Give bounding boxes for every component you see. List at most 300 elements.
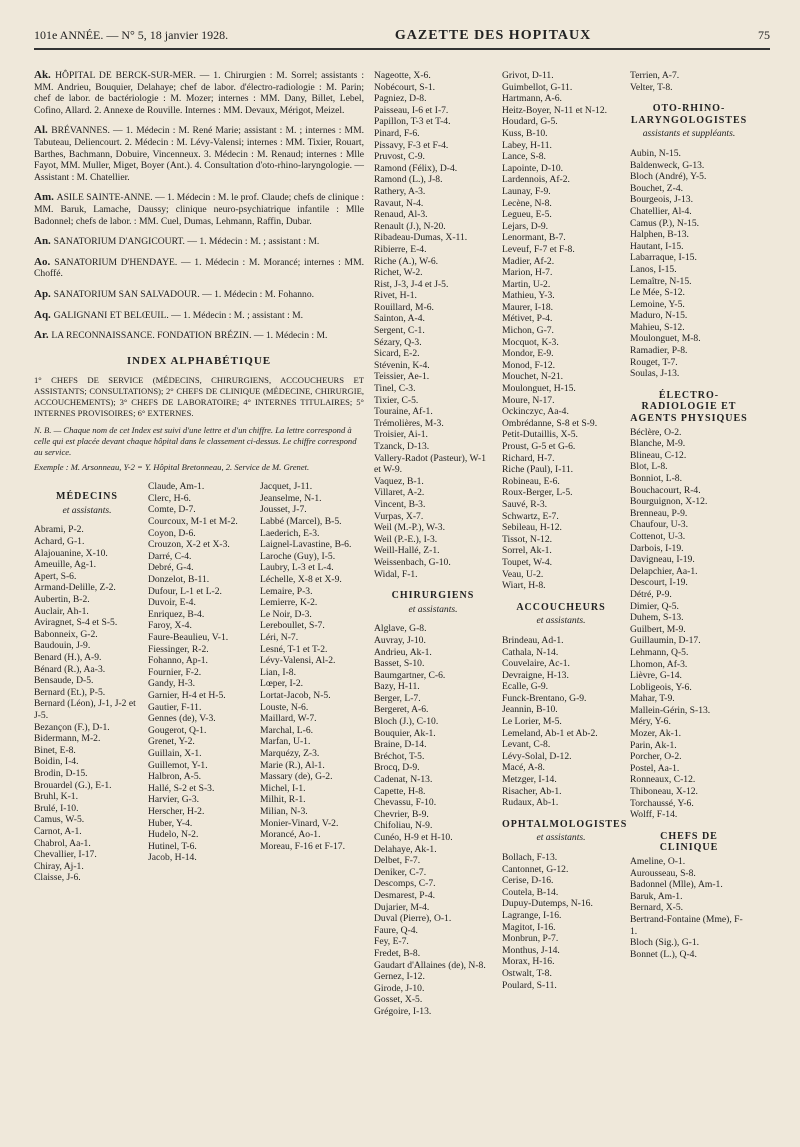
index-name: Delahaye, Ak-1. <box>374 843 437 855</box>
index-note: N. B. — Chaque nom de cet Index est suivi d'une lettre et d'un chiffre. La lettre correspond à celle qui est placée devant chaque hôpital dans le classement ci-dessus. Le chiffre correspond au service. <box>34 425 357 458</box>
index-name: Comte, D-7. <box>148 504 196 516</box>
index-name: Ravaut, N-4. <box>374 197 424 209</box>
index-name: Sauvé, R-3. <box>502 498 548 510</box>
index-name: Darré, C-4. <box>148 550 192 562</box>
index-name: Richet, W-2. <box>374 267 423 279</box>
index-name: Toupet, W-4. <box>502 556 553 568</box>
index-name: Weill-Hallé, Z-1. <box>374 545 440 557</box>
index-name: Brocq, D-9. <box>374 762 420 774</box>
hospital-entry <box>34 125 364 183</box>
index-name: Velter, T-8. <box>630 81 673 93</box>
index-name: Blineau, C-12. <box>630 449 687 461</box>
issue-info: 101e ANNÉE. — N° 5, 18 janvier 1928. <box>34 28 229 42</box>
medecins-title: MÉDECINS <box>56 491 118 503</box>
index-name: Pagniez, D-8. <box>374 93 427 105</box>
index-name: Bazy, H-11. <box>374 681 420 693</box>
index-name: Dufour, L-1 et L-2. <box>148 585 222 597</box>
index-name: Legueu, E-5. <box>502 209 552 221</box>
index-name: Bernard (Léon), J-1, J-2 et J-5. <box>34 698 136 721</box>
index-name: Moreau, F-16 et F-17. <box>260 840 345 852</box>
index-name: Léri, N-7. <box>260 632 299 643</box>
medecins-col2 <box>148 481 252 884</box>
index-name: Ramadier, P-8. <box>630 345 688 357</box>
index-name: Parin, Ak-1. <box>630 739 677 751</box>
index-name: Descourt, I-19. <box>630 577 688 589</box>
entry-code: Ar. <box>34 329 52 342</box>
index-name: Girode, J-10. <box>374 982 425 994</box>
index-name: Guillaumin, D-17. <box>630 635 701 647</box>
index-name: Magitot, I-16. <box>502 921 556 933</box>
index-name: Renaud, Al-3. <box>374 209 428 221</box>
names-list <box>374 70 492 580</box>
index-name: Vurpas, X-7. <box>374 510 424 522</box>
index-name: Tinel, C-3. <box>374 383 416 395</box>
entry-code: Al. <box>34 124 52 137</box>
index-name: Lièvre, G-14. <box>630 670 682 682</box>
index-name: Harvier, G-3. <box>148 794 200 806</box>
index-name: Mahieu, S-12. <box>630 321 685 333</box>
index-name: Fiessinger, R-2. <box>148 643 209 655</box>
index-name: Gernez, I-12. <box>374 971 425 983</box>
index-name: Hudelo, N-2. <box>148 829 199 841</box>
index-name: Crouzon, X-2 et X-3. <box>148 539 230 551</box>
index-name: Bloch (André), Y-5. <box>630 171 707 183</box>
index-name: Baruk, Am-1. <box>630 890 683 902</box>
index-name: Fredet, B-8. <box>374 947 421 959</box>
index-name: Touraine, Af-1. <box>374 406 433 418</box>
column-3 <box>502 70 628 1018</box>
index-name: Riche (A.), W-6. <box>374 255 439 267</box>
index-name: Ecalle, G-9. <box>502 681 549 693</box>
index-name: Paisseau, I-6 et I-7. <box>374 104 449 116</box>
index-name: Poulard, S-11. <box>502 979 557 991</box>
index-name: Lévy-Solal, D-12. <box>502 750 572 762</box>
index-name: Funck-Brentano, G-9. <box>502 692 587 704</box>
index-name: Laederich, E-3. <box>260 527 320 539</box>
index-name: Claude, Am-1. <box>148 481 205 493</box>
clinique-list <box>630 856 748 960</box>
index-name: Fournier, F-2. <box>148 666 202 678</box>
index-name: Proust, G-5 et G-6. <box>502 441 576 452</box>
index-name: Michon, G-7. <box>502 325 554 337</box>
index-name: Chabrol, Aa-1. <box>34 837 91 849</box>
entry-code: Ap. <box>34 287 54 300</box>
index-name: Lemoine, Y-5. <box>630 298 685 310</box>
index-name: Bergeret, A-6. <box>374 704 429 716</box>
index-name: Clerc, H-6. <box>148 492 191 504</box>
index-name: Blot, L-8. <box>630 461 668 473</box>
index-name: Halphen, B-13. <box>630 229 689 241</box>
hospital-entry <box>34 289 364 301</box>
index-name: Vincent, B-3. <box>374 498 426 510</box>
index-name: Laroche (Guy), I-5. <box>260 550 336 562</box>
index-name: Widal, F-1. <box>374 568 418 580</box>
index-name: Moulonguet, H-15. <box>502 383 576 395</box>
index-name: Lemaître, N-15. <box>630 275 692 287</box>
index-name: Lian, I-8. <box>260 666 296 678</box>
chirurgiens-sub: et assistants. <box>408 603 458 615</box>
entry-text: SANATORIUM D'HENDAYE. — 1. Médecin : M. Morancé; internes : MM. Choffé. <box>34 256 364 280</box>
index-name: Duvoir, E-4. <box>148 597 196 609</box>
index-name: Bénard (R.), Aa-3. <box>34 663 106 675</box>
index-name: Monthus, J-14. <box>502 944 560 956</box>
index-name: Chevrier, B-9. <box>374 808 429 820</box>
index-name: Brindeau, Ad-1. <box>502 634 564 646</box>
index-name: Le Noir, D-3. <box>260 608 312 620</box>
index-name: Marchal, L-6. <box>260 724 314 736</box>
hospital-entries <box>34 70 364 342</box>
index-name: Boidin, I-4. <box>34 756 79 768</box>
index-name: Bernard (Et.), P-5. <box>34 686 106 698</box>
index-name: Descomps, C-7. <box>374 878 436 890</box>
index-name: Mahar, T-9. <box>630 693 675 705</box>
index-name: Guillemot, Y-1. <box>148 759 208 771</box>
index-name: Richard, H-7. <box>502 452 555 464</box>
index-name: Labey, H-11. <box>502 139 552 151</box>
index-name: Mallein-Gérin, S-13. <box>630 704 711 716</box>
medecins-col1 <box>34 524 140 883</box>
index-name: Weil (M.-P.), W-3. <box>374 522 445 534</box>
index-name: Sorrel, Ak-1. <box>502 545 552 557</box>
index-name: Bouquier, Ak-1. <box>374 727 436 739</box>
entry-text: HÔPITAL DE BERCK-SUR-MER. — 1. Chirurgien : M. Sorrel; assistants : MM. Andrieu, Bouquier, Delahaye; chef de labor. d'électro-radiologie : M. Parin; chef de labor. de bactériologie : M. Mozer; internes : MM. Dany, Billet, Lebel, Cofino, Allard. 2. Annexe de Rouville. Internes : MM. Devaux, Mérigot, Meizel. <box>34 70 364 116</box>
index-name: Enriquez, B-4. <box>148 608 205 620</box>
names-list <box>502 70 620 592</box>
index-name: Camus, W-5. <box>34 814 85 826</box>
index-name: Duval (Pierre), O-1. <box>374 913 452 925</box>
index-name: Moure, N-17. <box>502 394 555 406</box>
index-name: Morax, H-16. <box>502 956 555 968</box>
oto-sub: assistants et suppléants. <box>642 128 736 140</box>
index-name: Marquézy, Z-3. <box>260 747 320 759</box>
index-name: Hutinel, T-6. <box>148 840 197 852</box>
index-name: Camus (P.), N-15. <box>630 217 700 229</box>
index-name: Delapchier, Aa-1. <box>630 565 698 577</box>
index-name: Hautant, I-15. <box>630 240 684 252</box>
entry-code: Ak. <box>34 69 56 81</box>
index-name: Deniker, C-7. <box>374 866 427 878</box>
index-name: Leveuf, F-7 et F-8. <box>502 243 575 255</box>
index-name: Bollach, F-13. <box>502 852 558 863</box>
index-name: Claisse, J-6. <box>34 872 81 884</box>
index-name: Gosset, X-5. <box>374 994 423 1006</box>
index-name: Terrien, A-7. <box>630 70 680 81</box>
index-name: Nageotte, X-6. <box>374 70 431 81</box>
page-header <box>34 28 770 50</box>
index-name: Brenneau, P-9. <box>630 507 688 519</box>
index-name: Jousset, J-7. <box>260 504 307 516</box>
index-name: Aviragnet, S-4 et S-5. <box>34 617 118 629</box>
index-name: Lemeland, Ab-1 et Ab-2. <box>502 727 598 739</box>
index-name: Léchelle, X-8 et X-9. <box>260 574 342 586</box>
index-name: Maillard, W-7. <box>260 713 317 725</box>
index-name: Chevassu, F-10. <box>374 797 437 809</box>
index-name: Sainton, A-4. <box>374 313 425 325</box>
index-name: Massary (de), G-2. <box>260 771 333 783</box>
index-name: Madier, Af-2. <box>502 255 555 267</box>
index-name: Fey, E-7. <box>374 936 409 948</box>
index-name: Morancé, Ao-1. <box>260 829 321 841</box>
index-name: Laubry, L-3 et L-4. <box>260 562 334 574</box>
index-name: Lanos, I-15. <box>630 263 677 275</box>
index-name: Baudouin, J-9. <box>34 640 91 652</box>
hospital-entry <box>34 257 364 280</box>
index-name: Couvelaire, Ac-1. <box>502 658 570 670</box>
index-name: Weissenbach, G-10. <box>374 556 451 568</box>
index-name: Renault (J.), N-20. <box>374 220 446 232</box>
index-name: Aubertin, B-2. <box>34 594 90 606</box>
index-name: Faure, Q-4. <box>374 924 418 936</box>
index-name: Stévenin, K-4. <box>374 359 430 371</box>
ophtalmo-sub: et assistants. <box>536 832 586 844</box>
oto-title: OTO-RHINO-LARYNGOLOGISTES <box>630 103 748 126</box>
index-name: Babonneix, G-2. <box>34 628 98 640</box>
index-name: Méry, Y-6. <box>630 716 671 728</box>
index-name: Faure-Beaulieu, V-1. <box>148 632 229 643</box>
index-name: Alajouanine, X-10. <box>34 547 108 559</box>
index-name: Bloch (Sig.), G-1. <box>630 937 700 949</box>
index-name: Cottenot, U-3. <box>630 530 686 542</box>
index-name: Aurousseau, S-8. <box>630 867 696 879</box>
index-name: Monbrun, P-7. <box>502 933 559 945</box>
entry-text: SANATORIUM SAN SALVADOUR. — 1. Médecin : M. Fohanno. <box>53 288 315 300</box>
index-name: Ramond (Félix), D-4. <box>374 162 458 174</box>
chirurgiens-list <box>374 623 492 1017</box>
index-name: Ameline, O-1. <box>630 856 686 867</box>
index-name: Cerise, D-16. <box>502 875 554 887</box>
index-name: Bonnet (L.), Q-4. <box>630 948 697 960</box>
journal-title: GAZETTE DES HOPITAUX <box>394 28 592 43</box>
index-name: Michel, I-1. <box>260 782 306 794</box>
index-name: Risacher, Ab-1. <box>502 785 562 797</box>
index-name: Troisier, Ai-1. <box>374 429 428 441</box>
index-name: Gennes (de), V-3. <box>148 713 216 725</box>
index-name: Hartmann, A-6. <box>502 93 562 105</box>
hospital-entry <box>34 310 364 322</box>
index-name: Blanche, M-9. <box>630 438 686 450</box>
index-name: Lecène, N-8. <box>502 197 552 209</box>
accoucheurs-title: ACCOUCHEURS <box>516 601 606 613</box>
index-name: Porcher, O-2. <box>630 751 682 763</box>
index-name: Gautier, F-11. <box>148 701 202 713</box>
index-name: Tissot, N-12. <box>502 533 553 545</box>
entry-text: GALIGNANI ET BELŒUIL. — 1. Médecin : M. ; assistant : M. <box>53 309 304 321</box>
accoucheurs-list <box>502 635 620 809</box>
index-name: Armand-Delille, Z-2. <box>34 582 116 594</box>
index-name: Alglave, G-8. <box>374 623 427 635</box>
entry-text: LA RECONNAISSANCE. FONDATION BRÉZIN. — 1. Médecin : M. <box>51 330 328 342</box>
index-name: Bouchacourt, R-4. <box>630 484 701 496</box>
names-list <box>630 70 748 93</box>
index-name: Lortat-Jacob, N-5. <box>260 689 331 701</box>
index-name: Lejars, D-9. <box>502 220 549 232</box>
index-name: Debré, G-4. <box>148 562 194 574</box>
index-name: Martin, U-2. <box>502 278 551 290</box>
index-name: Lapointe, D-10. <box>502 162 564 174</box>
entry-text: BRÉVANNES. — 1. Médecin : M. René Marie; assistant : M. ; internes : MM. Tabuteau, Deliencourt. 2. Médecin : M. Lévy-Valensi; internes : MM. Tixier, Rouart, Barthes, Bachmann, Dobuire, Vincenneux. 3. Médecin : M. Renaud; internes : Mlle Fayot, MM. Muller, Miget, Boyer (Ant.). 4. Consultation d'oto-rhino-laryngologie. — Assistant : M. Chatellier. <box>34 125 364 183</box>
index-name: Pissavy, F-3 et F-4. <box>374 139 449 151</box>
index-name: Maduro, N-15. <box>630 310 688 322</box>
index-name: Bensaude, D-5. <box>34 675 94 687</box>
index-name: Marie (R.), Al-1. <box>260 759 325 771</box>
index-name: Darbois, I-19. <box>630 542 684 554</box>
index-name: Grenet, Y-2. <box>148 736 195 748</box>
medecins-col3 <box>260 481 364 884</box>
index-name: Lehmann, Q-5. <box>630 646 689 658</box>
index-name: Sézary, Q-3. <box>374 336 422 348</box>
index-name: Ronneaux, C-12. <box>630 774 696 786</box>
index-name: Houdard, G-5. <box>502 116 558 128</box>
index-name: Lesné, T-1 et T-2. <box>260 643 328 655</box>
index-name: Lévy-Valensi, Al-2. <box>260 655 336 667</box>
index-name: Delbet, F-7. <box>374 855 421 867</box>
index-name: Chiray, Aj-1. <box>34 860 84 872</box>
index-name: Herscher, H-2. <box>148 805 205 817</box>
index-name: Benard (H.), A-9. <box>34 652 102 663</box>
index-name: Nobécourt, S-1. <box>374 81 436 93</box>
index-name: Launay, F-9. <box>502 185 551 197</box>
index-name: Ockinczyc, Aa-4. <box>502 406 569 418</box>
index-name: Ramond (L.), J-8. <box>374 174 443 186</box>
index-name: Rudaux, Ab-1. <box>502 797 559 809</box>
index-name: Heitz-Boyer, N-11 et N-12. <box>502 104 608 116</box>
index-name: Aubin, N-15. <box>630 147 681 159</box>
entry-text: SANATORIUM D'ANGICOURT. — 1. Médecin : M. ; assistant : M. <box>53 236 320 248</box>
index-name: Carnot, A-1. <box>34 825 82 837</box>
page-number: 75 <box>757 28 770 42</box>
index-name: Moulonguet, M-8. <box>630 333 701 345</box>
index-name: Teissier, Ae-1. <box>374 371 430 383</box>
medecins-sub: et assistants. <box>62 504 112 516</box>
index-name: Hallé, S-2 et S-3. <box>148 782 215 794</box>
index-name: Bruhl, K-1. <box>34 791 78 803</box>
index-example: Exemple : M. Arsonneau, Y-2 = Y. Hôpital Bretonneau, 2. Service de M. Grenet. <box>34 462 310 473</box>
hospital-entry <box>34 192 364 227</box>
index-name: Cadenat, N-13. <box>374 774 433 786</box>
index-name: Guimbellot, G-11. <box>502 81 573 93</box>
index-name: Weil (P.-E.), I-3. <box>374 533 438 545</box>
index-name: Milian, N-3. <box>260 805 308 817</box>
index-name: Postel, Aa-1. <box>630 762 680 774</box>
index-name: Bernard, X-5. <box>630 902 684 914</box>
index-name: Desmarest, P-4. <box>374 889 436 901</box>
index-name: Jeanselme, N-1. <box>260 492 322 504</box>
index-name: Mathieu, Y-3. <box>502 290 555 302</box>
index-name: Chevallier, I-17. <box>34 849 97 861</box>
index-name: Courcoux, M-1 et M-2. <box>148 516 238 528</box>
index-name: Ombrédanne, S-8 et S-9. <box>502 417 598 429</box>
index-name: Grégoire, I-13. <box>374 1005 432 1017</box>
index-name: Pruvost, C-9. <box>374 151 425 163</box>
index-name: Lemierre, K-2. <box>260 597 318 609</box>
index-name: Bréchot, T-5. <box>374 750 425 762</box>
index-name: Ostwalt, T-8. <box>502 967 552 979</box>
index-name: Rivet, H-1. <box>374 290 417 302</box>
index-name: Sergent, C-1. <box>374 325 425 337</box>
entry-code: An. <box>34 235 54 248</box>
index-name: Levant, C-8. <box>502 739 551 751</box>
index-name: Huber, Y-4. <box>148 817 193 829</box>
index-name: Andrieu, Ak-1. <box>374 646 432 658</box>
index-name: Coyon, D-6. <box>148 527 196 539</box>
index-name: Torchaussé, Y-6. <box>630 797 694 809</box>
index-name: Wiart, H-8. <box>502 580 546 592</box>
index-name: Bourgeois, J-13. <box>630 194 693 206</box>
index-name: Badonnel (Mlle), Am-1. <box>630 879 723 891</box>
index-name: Labarraque, I-15. <box>630 252 697 264</box>
chirurgiens-title: CHIRURGIENS <box>391 590 475 602</box>
index-name: Duhem, S-13. <box>630 612 684 624</box>
index-name: Bidermann, M-2. <box>34 733 101 745</box>
index-name: Dujarier, M-4. <box>374 901 430 913</box>
index-name: Sebileau, H-12. <box>502 522 562 534</box>
index-name: Garnier, H-4 et H-5. <box>148 689 226 701</box>
index-name: Jacob, H-14. <box>148 852 197 864</box>
index-name: Wolff, F-14. <box>630 809 678 821</box>
column-4 <box>630 70 748 1018</box>
index-name: Rist, J-3, J-4 et J-5. <box>374 278 449 290</box>
index-name: Soulas, J-13. <box>630 368 680 380</box>
index-name: Vallery-Radot (Pasteur), W-1 et W-9. <box>374 452 486 476</box>
index-name: Auclair, Ah-1. <box>34 605 89 617</box>
ophtalmo-title: OPHTALMOLOGISTES <box>502 818 628 830</box>
index-name: Binet, E-8. <box>34 744 76 756</box>
hospital-entry <box>34 236 364 248</box>
index-name: Baumgartner, C-6. <box>374 669 446 681</box>
column-2 <box>374 70 492 1018</box>
index-name: Baldenweck, G-13. <box>630 159 705 171</box>
index-name: Donzelot, B-11. <box>148 574 210 586</box>
index-name: Capette, H-8. <box>374 785 426 797</box>
index-name: Gougerot, Q-1. <box>148 724 207 736</box>
index-name: Maurer, I-18. <box>502 301 554 313</box>
index-name: Rouillard, M-6. <box>374 301 434 313</box>
index-name: Villaret, A-2. <box>374 487 425 499</box>
index-name: Basset, S-10. <box>374 658 425 670</box>
index-name: Lhomon, Af-3. <box>630 658 688 670</box>
index-name: Bezançon (F.), D-1. <box>34 721 110 733</box>
index-name: Vaquez, B-1. <box>374 475 424 487</box>
index-name: Coutela, B-14. <box>502 886 559 898</box>
index-name: Guilbert, M-9. <box>630 623 686 635</box>
index-name: Apert, S-6. <box>34 570 77 582</box>
index-name: Louste, N-6. <box>260 701 309 713</box>
hospital-entry <box>34 330 364 342</box>
clinique-title: CHEFS DE CLINIQUE <box>659 830 719 854</box>
index-name: Chaufour, U-3. <box>630 519 688 531</box>
index-name: Lœper, I-2. <box>260 678 304 690</box>
index-name: Jeannin, B-10. <box>502 704 558 716</box>
accoucheurs-sub: et assistants. <box>536 615 586 627</box>
entry-code: Am. <box>34 191 57 204</box>
index-name: Berger, L-7. <box>374 692 421 704</box>
index-name: Davigneau, I-19. <box>630 554 695 566</box>
index-name: Milhit, R-1. <box>260 794 306 806</box>
oto-list <box>630 148 748 380</box>
index-name: Brodin, D-15. <box>34 767 88 779</box>
index-name: Chifoliau, N-9. <box>374 820 433 832</box>
index-name: Auvray, J-10. <box>374 634 426 646</box>
entry-text: ASILE SAINTE-ANNE. — 1. Médecin : M. le prof. Claude; chefs de clinique : MM. Baruk, Lamache, Daussy; clinique neuro-psychiatrique infantile : Mlle Badonnel; chefs de labor. : MM. Cuel, Dumas, Lehmann, Raffin, Dubar. <box>34 192 365 227</box>
electro-list <box>630 427 748 821</box>
index-name: Mozer, Ak-1. <box>630 728 682 740</box>
index-name: Pinard, F-6. <box>374 127 420 139</box>
index-name: Lance, S-8. <box>502 151 546 163</box>
index-name: Thiboneau, X-12. <box>630 786 698 798</box>
index-name: Cathala, N-14. <box>502 646 559 658</box>
ophtalmo-list <box>502 852 620 991</box>
index-name: Marfan, U-1. <box>260 736 311 748</box>
